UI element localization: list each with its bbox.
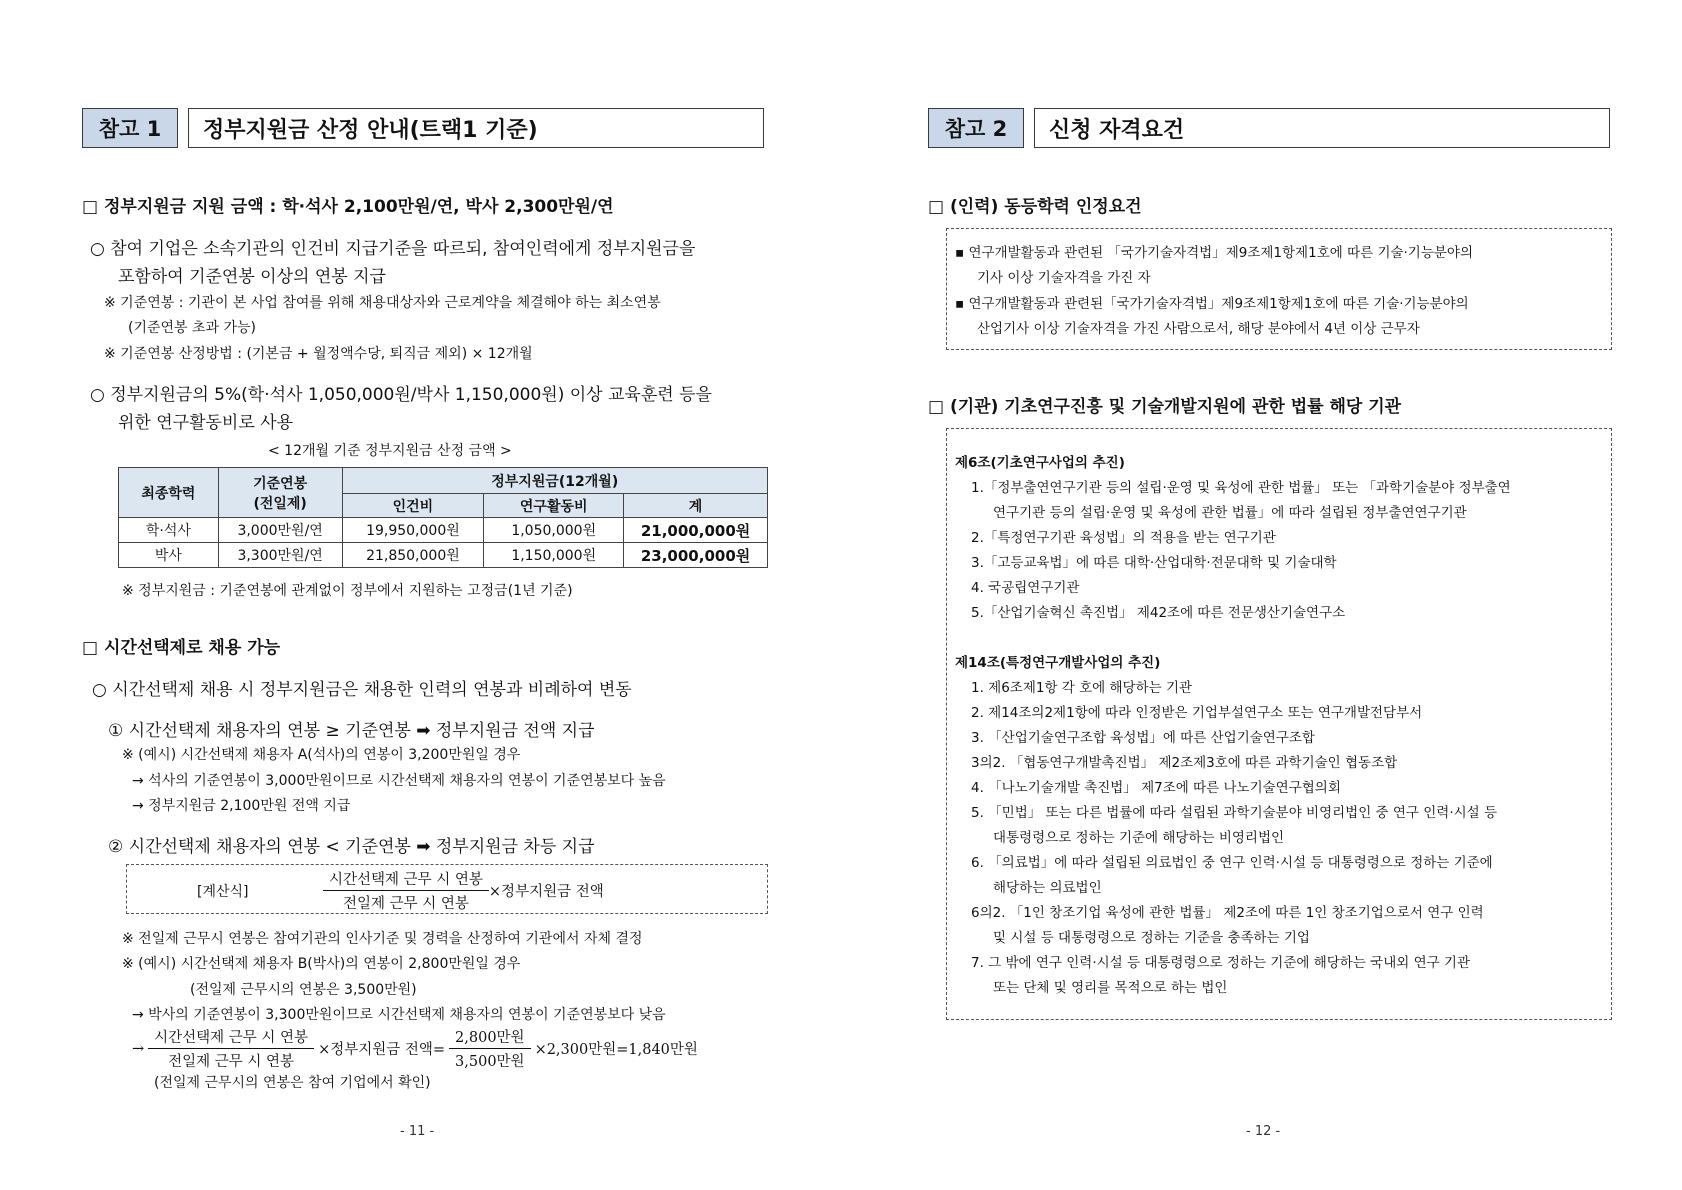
equivalent-degree-box: [946, 228, 1612, 350]
cell-degree: 박사: [119, 543, 219, 568]
list-item: 2. 제14조의2제1항에 따라 인정받은 기업부설연구소 또는 연구개발전담부서: [971, 705, 1423, 721]
list-item: 기사 이상 기술자격을 가진 자: [977, 270, 1151, 286]
base-salary-note-line1: ※ 기준연봉 : 기관이 본 사업 참여를 위해 채용대상자와 근로계약을 체결해야 하는 최소연봉: [104, 295, 661, 311]
list-item: 및 시설 등 대통령령으로 정하는 기준을 충족하는 기업: [993, 930, 1310, 946]
part-time-note3: (전일제 근무시의 연봉은 3,500만원): [190, 982, 417, 998]
gov-support-table: [118, 467, 768, 568]
case1-note1: ※ (예시) 시간선택제 채용자 A(석사)의 연봉이 3,200만원일 경우: [122, 747, 521, 763]
formula-tail: ×정부지원금 전액: [488, 884, 604, 900]
section-header: [82, 108, 764, 148]
th-total: 계: [624, 494, 768, 518]
list-item: 연구기관 등의 설립·운영 및 육성에 관한 법률」에 따라 설립된 정부출연연구기관: [993, 505, 1467, 521]
list-item: 3.「고등교육법」에 따른 대학·산업대학·전문대학 및 기술대학: [971, 555, 1337, 571]
article14-title: 제14조(특정연구개발사업의 추진): [955, 655, 1161, 671]
formula-box: [126, 864, 768, 914]
case2-line: ② 시간선택제 채용자의 연봉 < 기준연봉 ➡ 정부지원금 차등 지급: [108, 837, 595, 857]
page-number: - 11 -: [400, 1124, 435, 1139]
cell-activity: 1,150,000원: [484, 543, 624, 568]
list-item: 5. 「민법」 또는 다른 법률에 따라 설립된 과학기술분야 비영리법인 중 연구 인력·시설 등: [971, 805, 1498, 821]
table-row: [119, 518, 768, 543]
calc-mid: ×정부지원금 전액=: [318, 1042, 446, 1058]
cell-base: 3,300만원/연: [218, 543, 342, 568]
case1-line: ① 시간선택제 채용자의 연봉 ≥ 기준연봉 ➡ 정부지원금 전액 지급: [108, 721, 595, 741]
cell-degree: 학·석사: [119, 518, 219, 543]
calc-numerator2: 2,800만원: [449, 1026, 531, 1049]
th-gov-support: 정부지원금(12개월): [342, 468, 768, 494]
salary-paragraph-line1: ○ 참여 기업은 소속기관의 인건비 지급기준을 따르되, 참여인력에게 정부지원금을: [90, 239, 696, 259]
list-item: 해당하는 의료법인: [993, 880, 1102, 896]
section-header: [928, 108, 1610, 148]
case1-note2: → 석사의 기준연봉이 3,000만원이므로 시간선택제 채용자의 연봉이 기준연봉보다 높음: [132, 773, 666, 789]
header-tag: 참고 2: [928, 108, 1024, 148]
institution-box: [946, 428, 1612, 1020]
header-tag: 참고 1: [82, 108, 178, 148]
cell-base: 3,000만원/연: [218, 518, 342, 543]
list-item: 4. 「나노기술개발 촉진법」 제7조에 따른 나노기술연구협의회: [971, 780, 1341, 796]
table-note: ※ 정부지원금 : 기준연봉에 관계없이 정부에서 지원하는 고정금(1년 기준): [122, 583, 573, 599]
list-item: 1.「정부출연연구기관 등의 설립·운영 및 육성에 관한 법률」 또는 「과학기술분야 정부출연: [971, 480, 1511, 496]
cell-labor: 19,950,000원: [342, 518, 484, 543]
table-caption: < 12개월 기준 정부지원금 산정 금액 >: [268, 443, 512, 459]
list-item: 산업기사 이상 기술자격을 가진 사람으로서, 해당 분야에서 4년 이상 근무자: [977, 321, 1420, 337]
cell-total: 23,000,000원: [624, 543, 768, 568]
list-item: 5.「산업기술혁신 촉진법」 제42조에 따른 전문생산기술연구소: [971, 605, 1346, 621]
list-item: 6. 「의료법」에 따라 설립된 의료법인 중 연구 인력·시설 등 대통령령으로 정하는 기준에: [971, 855, 1493, 871]
formula-denominator: 전일제 근무 시 연봉: [343, 896, 469, 912]
list-item: 2.「특정연구기관 육성법」의 적용을 받는 연구기관: [971, 530, 1276, 546]
cell-activity: 1,050,000원: [484, 518, 624, 543]
part-time-heading: □ 시간선택제로 채용 가능: [82, 638, 281, 658]
list-item: 4. 국공립연구기관: [971, 580, 1080, 596]
list-item: ▪ 연구개발활동과 관련된 「국가기술자격법」제9조제1항제1호에 따른 기술·기능분야의: [955, 245, 1474, 261]
manpower-heading: □ (인력) 동등학력 인정요건: [928, 197, 1142, 217]
calc-note: (전일제 근무시의 연봉은 참여 기업에서 확인): [154, 1075, 431, 1091]
case1-note3: → 정부지원금 2,100만원 전액 지급: [132, 798, 351, 814]
calc-example: [132, 1026, 698, 1071]
part-time-paragraph: ○ 시간선택제 채용 시 정부지원금은 채용한 인력의 연봉과 비례하여 변동: [92, 680, 632, 700]
page-right: [928, 0, 1618, 1190]
page-number: - 12 -: [1246, 1124, 1281, 1139]
cell-labor: 21,850,000원: [342, 543, 484, 568]
calc-arrow: →: [132, 1040, 145, 1057]
calc-denominator2: 3,500만원: [455, 1054, 525, 1070]
list-item: ▪ 연구개발활동과 관련된「국가기술자격법」제9조제1항제1호에 따른 기술·기능분야의: [955, 296, 1469, 312]
salary-paragraph-line2: 포함하여 기준연봉 이상의 연봉 지급: [118, 267, 386, 287]
page-left: [82, 0, 772, 1190]
calc-denominator: 전일제 근무 시 연봉: [168, 1054, 295, 1070]
th-degree: 최종학력: [119, 468, 219, 518]
th-base-salary: 기준연봉 (전일제): [218, 468, 342, 518]
list-item: 또는 단체 및 영리를 목적으로 하는 법인: [993, 980, 1228, 996]
part-time-note2: ※ (예시) 시간선택제 채용자 B(박사)의 연봉이 2,800만원일 경우: [122, 956, 521, 972]
cell-total: 21,000,000원: [624, 518, 768, 543]
part-time-note4: → 박사의 기준연봉이 3,300만원이므로 시간선택제 채용자의 연봉이 기준연봉보다 낮음: [132, 1007, 666, 1023]
th-activity: 연구활동비: [484, 494, 624, 518]
activity-fund-paragraph-line1: ○ 정부지원금의 5%(학·석사 1,050,000원/박사 1,150,000원) 이상 교육훈련 등을: [90, 385, 712, 405]
list-item: 3. 「산업기술연구조합 육성법」에 따른 산업기술연구조합: [971, 730, 1315, 746]
formula: [323, 868, 604, 913]
institution-heading: □ (기관) 기초연구진흥 및 기술개발지원에 관한 법률 해당 기관: [928, 397, 1402, 417]
th-labor: 인건비: [342, 494, 484, 518]
article6-title: 제6조(기초연구사업의 추진): [955, 455, 1125, 471]
list-item: 1. 제6조제1항 각 호에 해당하는 기관: [971, 680, 1193, 696]
list-item: 3의2. 「협동연구개발촉진법」 제2조제3호에 따른 과학기술인 협동조합: [971, 755, 1398, 771]
list-item: 6의2. 「1인 창조기업 육성에 관한 법률」 제2조에 따른 1인 창조기업으로서 연구 인력: [971, 905, 1484, 921]
calc-numerator: 시간선택제 근무 시 연봉: [148, 1026, 314, 1049]
base-salary-note-line2: (기준연봉 초과 가능): [128, 320, 257, 336]
part-time-note1: ※ 전일제 근무시 연봉은 참여기관의 인사기준 및 경력을 산정하여 기관에서 자체 결정: [122, 931, 643, 947]
header-title: 정부지원금 산정 안내(트랙1 기준): [188, 108, 764, 148]
support-amount-heading: □ 정부지원금 지원 금액 : 학·석사 2,100만원/연, 박사 2,300만원/연: [82, 197, 614, 217]
formula-numerator: 시간선택제 근무 시 연봉: [323, 868, 489, 891]
header-title: 신청 자격요건: [1034, 108, 1610, 148]
formula-label: [계산식]: [197, 884, 249, 900]
calc-tail: ×2,300만원=1,840만원: [534, 1042, 698, 1058]
list-item: 대통령령으로 정하는 기준에 해당하는 비영리법인: [993, 830, 1285, 846]
base-salary-method-note: ※ 기준연봉 산정방법 : (기본금 + 월정액수당, 퇴직금 제외) × 12개월: [104, 346, 533, 362]
activity-fund-paragraph-line2: 위한 연구활동비로 사용: [118, 413, 294, 433]
list-item: 7. 그 밖에 연구 인력·시설 등 대통령령으로 정하는 기준에 해당하는 국내외 연구 기관: [971, 955, 1471, 971]
table-row: [119, 543, 768, 568]
